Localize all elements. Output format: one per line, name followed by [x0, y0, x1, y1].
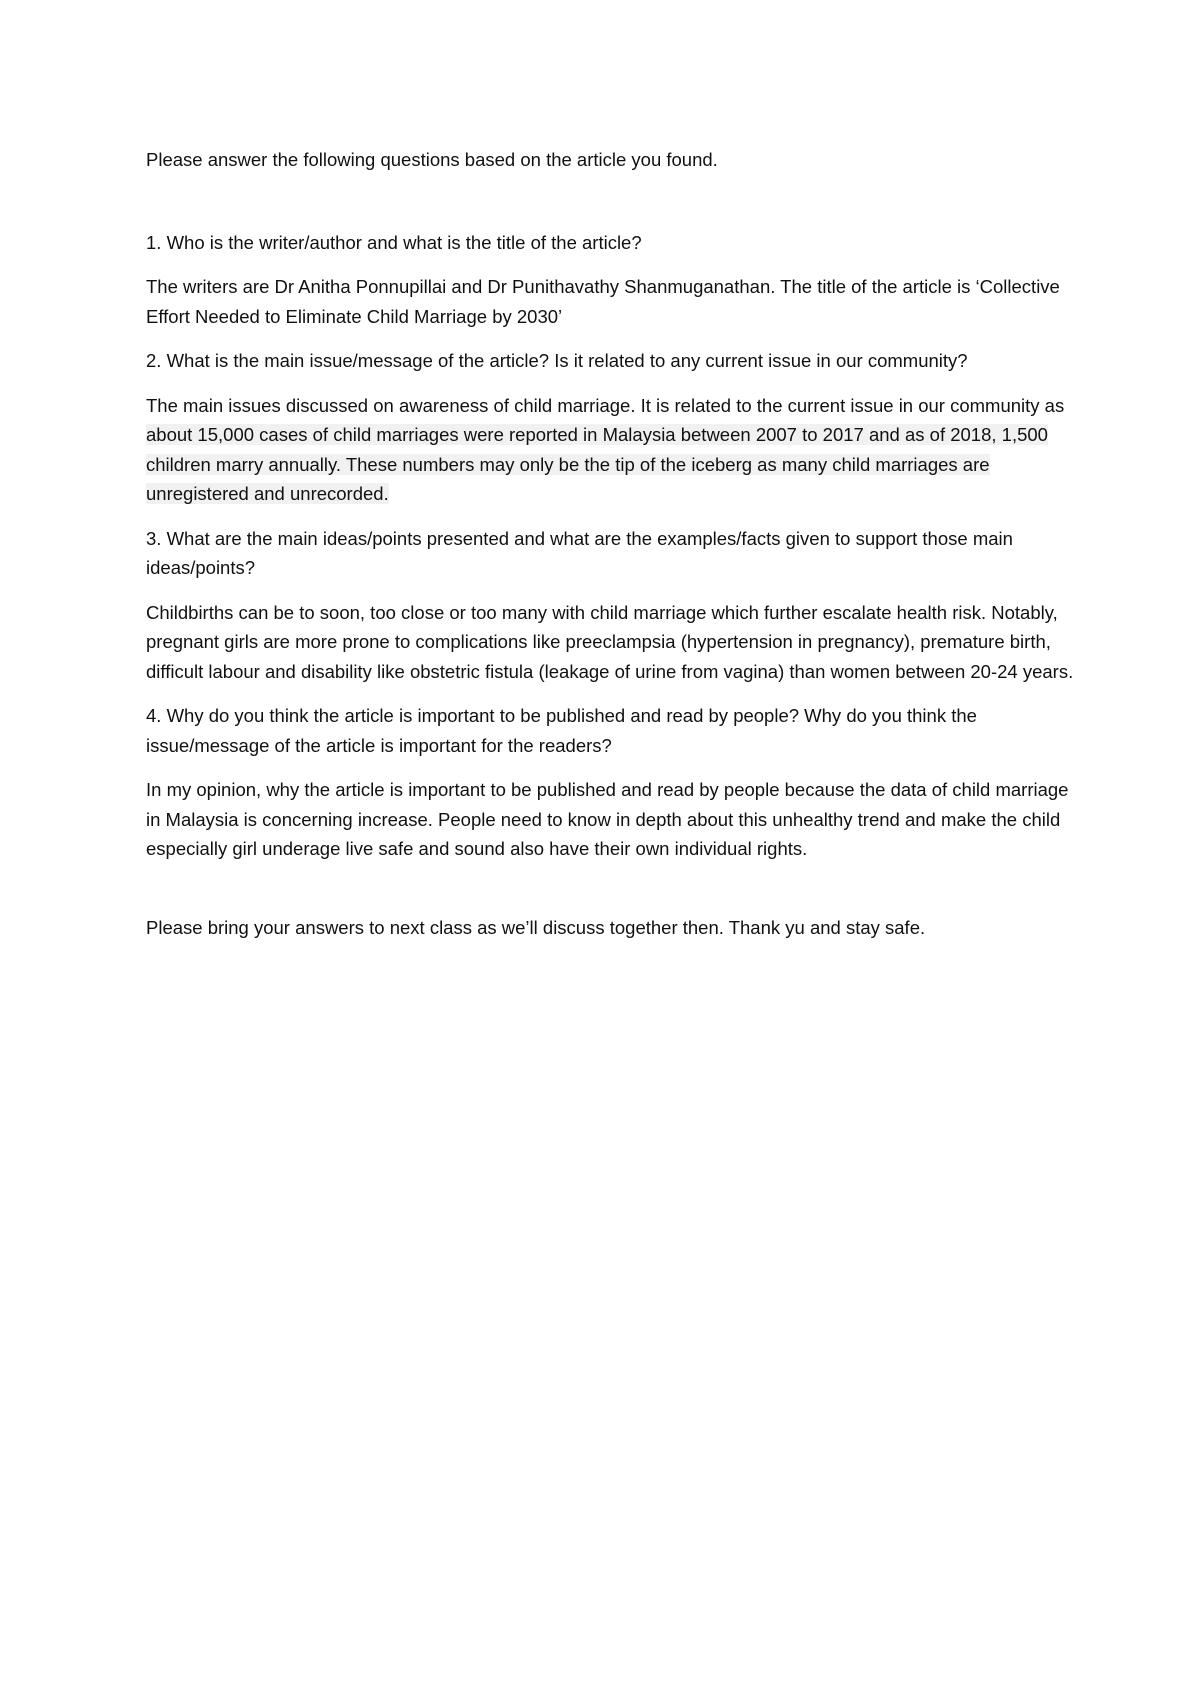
- question-2: 2. What is the main issue/message of the article? Is it related to any current issue in our community?: [146, 350, 968, 371]
- closing-text: Please bring your answers to next class as we’ll discuss together then. Thank yu and stay safe.: [146, 916, 926, 938]
- question-1: 1. Who is the writer/author and what is the title of the article?: [146, 231, 642, 253]
- answer-3: Childbirths can be to soon, too close or too many with child marriage which further escalate health risk. Notably, pregnant girls are more prone to complications like preeclampsia (hypertension in pregnancy), premature birth, difficult labour and disability like obstetric fistula (leakage of urine from vagina) than women between 20-24 years.: [146, 601, 1074, 682]
- intro-text: Please answer the following questions based on the article you found.: [146, 149, 718, 170]
- question-3: 3. What are the main ideas/points presented and what are the examples/facts given to support those main ideas/points?: [146, 527, 1013, 578]
- answer-2: [146, 391, 1076, 509]
- document-body: [146, 145, 1076, 942]
- answer-1: The writers are Dr Anitha Ponnupillai and Dr Punithavathy Shanmuganathan. The title of the article is ‘Collective Effort Needed to Eliminate Child Marriage by 2030’: [146, 276, 1060, 327]
- answer-2-text: The main issues discussed on awareness of child marriage. It is related to the current issue in our community as: [146, 394, 1065, 416]
- answer-2-highlighted-text: about 15,000 cases of child marriages were reported in Malaysia between 2007 to 2017 and as of 2018, 1,500 children marry annually. These numbers may only be the tip of the iceberg as many child marriages are unregistered and unrecorded.: [146, 424, 1048, 504]
- answer-4: In my opinion, why the article is important to be published and read by people because the data of child marriage in Malaysia is concerning increase. People need to know in depth about this unhealthy trend and make the child especially girl underage live safe and sound also have their own individual rights.: [146, 779, 1069, 859]
- question-4: 4. Why do you think the article is important to be published and read by people? Why do you think the issue/message of the article is important for the readers?: [146, 705, 977, 756]
